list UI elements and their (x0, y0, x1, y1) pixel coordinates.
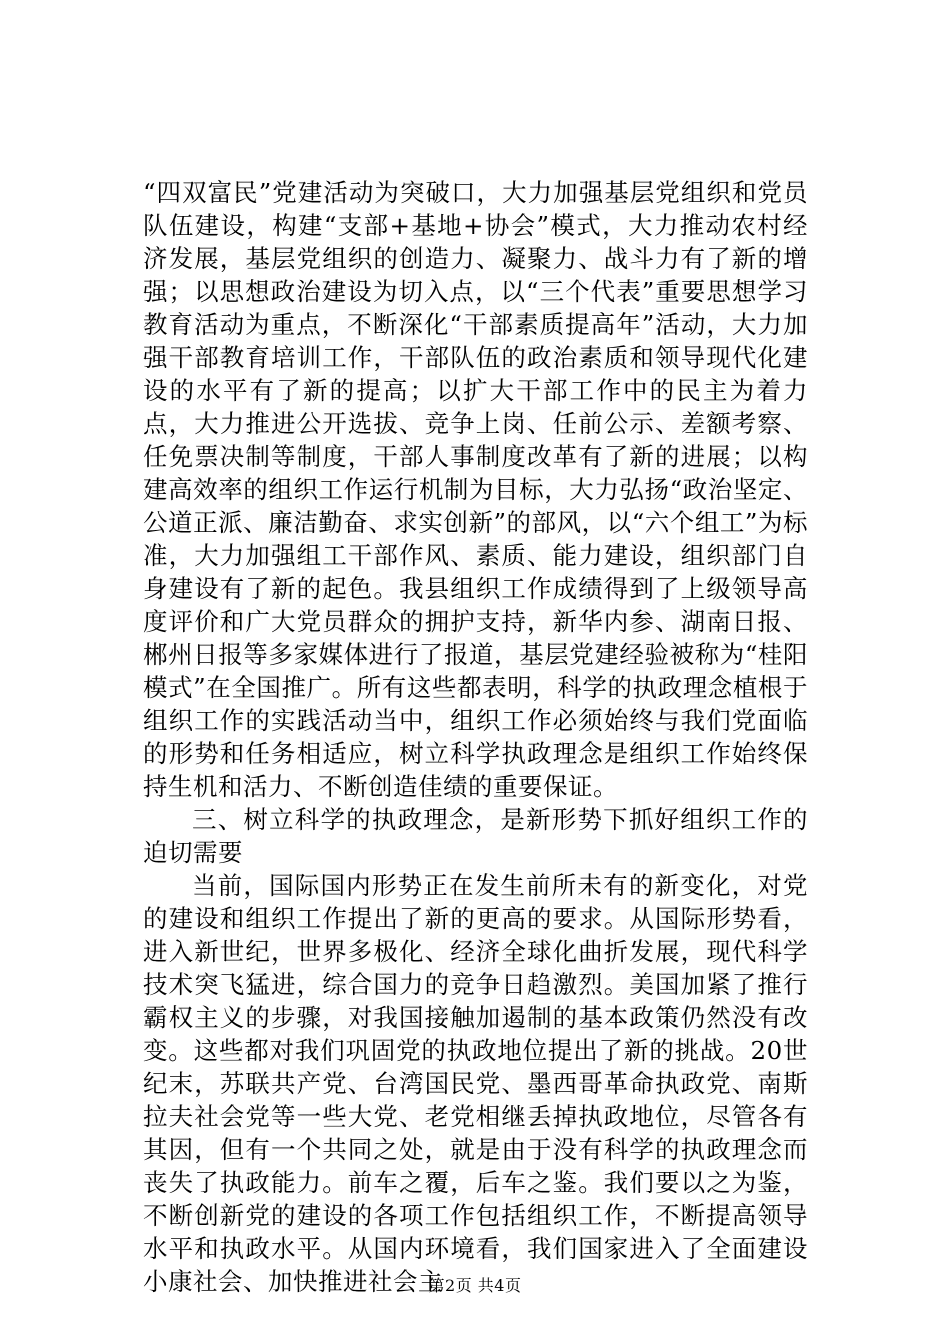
page-footer: 第2页 共4页 (428, 1276, 522, 1295)
paragraph-continuation: “四双富民”党建活动为突破口，大力加强基层党组织和党员队伍建设，构建“支部+基地+协会”模式，大力推动农村经济发展，基层党组织的创造力、凝聚力、战斗力有了新的增强；以思想政治建设为切入点，以“三个代表”重要思想学习教育活动为重点，不断深化“干部素质提高年”活动，大力加强干部教育培训工作，干部队伍的政治素质和领导现代化建设的水平有了新的提高；以扩大干部工作中的民主为着力点，大力推进公开选拔、竞争上岗、任前公示、差额考察、任免票决制等制度，干部人事制度改革有了新的进展；以构建高效率的组织工作运行机制为目标，大力弘扬“政治坚定、公道正派、廉洁勤奋、求实创新”的部风，以“六个组工”为标准，大力加强组工干部作风、素质、能力建设，组织部门自身建设有了新的起色。我县组织工作成绩得到了上级领导高度评价和广大党员群众的拥护支持，新华内参、湖南日报、郴州日报等多家媒体进行了报道，基层党建经验被称为“桂阳模式”在全国推广。所有这些都表明，科学的执政理念植根于组织工作的实践活动当中，组织工作必须始终与我们党面临的形势和任务相适应，树立科学执政理念是组织工作始终保持生机和活力、不断创造佳绩的重要保证。 (143, 178, 808, 801)
document-body (143, 176, 808, 1298)
section-heading: 三、树立科学的执政理念，是新形势下抓好组织工作的迫切需要 (143, 805, 808, 867)
paragraph: 当前，国际国内形势正在发生前所未有的新变化，对党的建设和组织工作提出了新的更高的要求。从国际形势看，进入新世纪，世界多极化、经济全球化曲折发展，现代科学技术突飞猛进，综合国力的竞争日趋激烈。美国加紧了推行霸权主义的步骤，对我国接触加遏制的基本政策仍然没有改变。这些都对我们巩固党的执政地位提出了新的挑战。20世纪末，苏联共产党、台湾国民党、墨西哥革命执政党、南斯拉夫社会党等一些大党、老党相继丢掉执政地位，尽管各有其因，但有一个共同之处，就是由于没有科学的执政理念而丧失了执政能力。前车之覆，后车之鉴。我们要以之为鉴，不断创新党的建设的各项工作包括组织工作，不断提高领导水平和执政水平。从国内环境看，我们国家进入了全面建设小康社会、加快推进社会主 (143, 871, 808, 1296)
